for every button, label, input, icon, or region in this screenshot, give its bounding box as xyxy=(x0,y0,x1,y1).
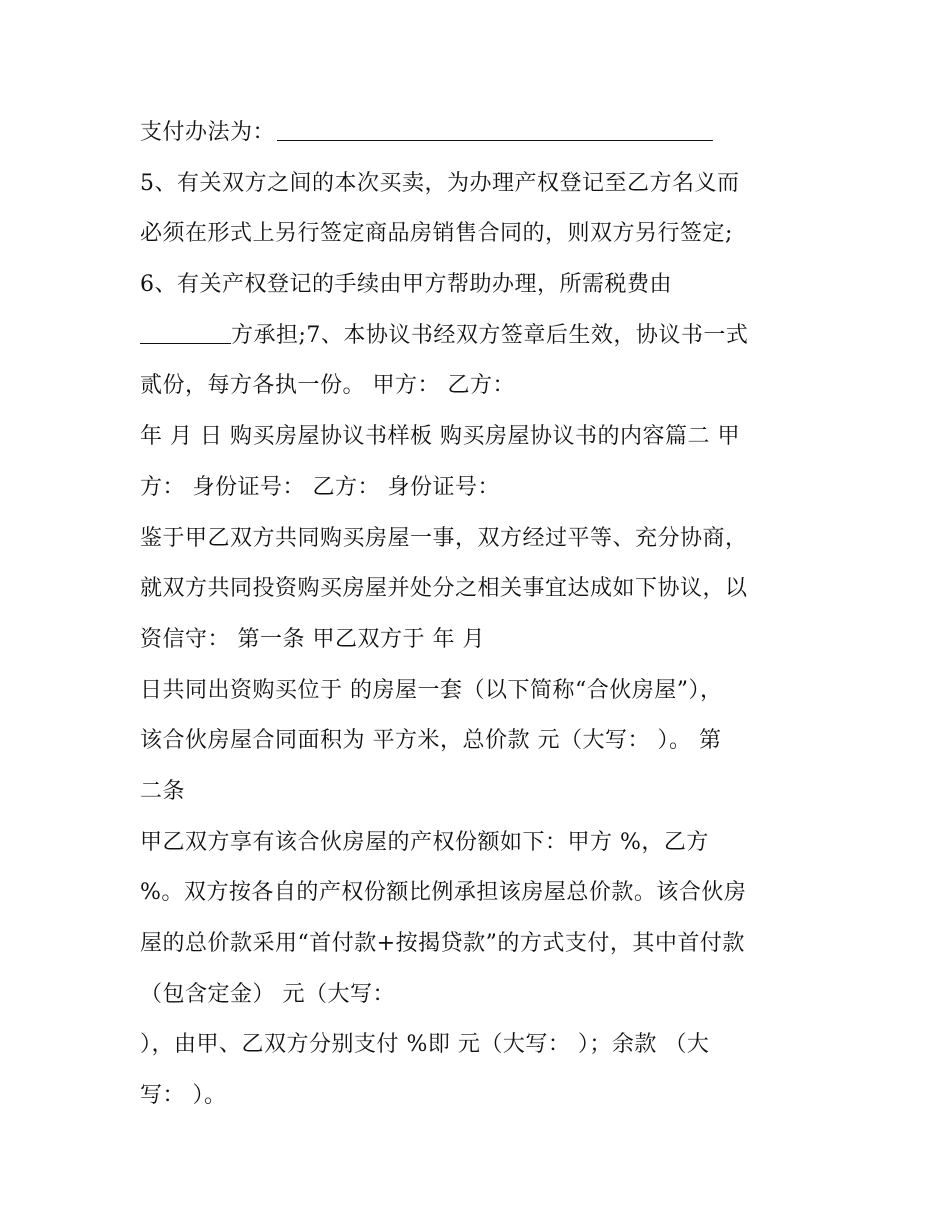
document-body xyxy=(140,108,820,1122)
fill-in-blank xyxy=(277,118,713,141)
text-line: 就双方共同投资购买房屋并处分之相关事宜达成如下协议，以 xyxy=(140,576,748,602)
text-line: 写： ）。 xyxy=(140,1083,227,1109)
text-line: 屋的总价款采用“首付款+按揭贷款”的方式支付，其中首付款 xyxy=(140,931,745,956)
text-line: 5、有关双方之间的本次买卖，为办理产权登记至乙方名义而 xyxy=(140,170,740,196)
text-line: 甲乙双方享有该合伙房屋的产权份额如下：甲方 %，乙方 xyxy=(140,829,709,855)
payment-method-label: 支付办法为： xyxy=(140,120,276,145)
text-line: ），由甲、乙双方分别支付 %即 元（大写： ）；余款 （大 xyxy=(140,1032,710,1058)
text-line: %。双方按各自的产权份额比例承担该房屋总价款。该合伙房 xyxy=(140,880,747,906)
text-line xyxy=(140,311,820,362)
text-line: 日共同出资购买位于 的房屋一套（以下简称“合伙房屋”）， xyxy=(140,677,723,703)
text-line: 年 月 日 购买房屋协议书样板 购买房屋协议书的内容篇二 甲 xyxy=(140,424,740,450)
tax-bearer-text: 方承担;7、本协议书经双方签章后生效，协议书一式 xyxy=(231,322,749,348)
text-line xyxy=(140,108,820,159)
fill-in-blank xyxy=(140,321,231,344)
text-line: 该合伙房屋合同面积为 平方米，总价款 元（大写： ）。 第 xyxy=(140,728,722,754)
text-line: 6、有关产权登记的手续由甲方帮助办理，所需税费由 xyxy=(140,272,672,298)
text-line: 二条 xyxy=(140,778,186,804)
text-line: 资信守： 第一条 甲乙双方于 年 月 xyxy=(140,626,485,652)
text-line: 必须在形式上另行签定商品房销售合同的，则双方另行签定; xyxy=(140,221,733,247)
text-line: 贰份，每方各执一份。 甲方： 乙方： xyxy=(140,373,515,399)
text-line: 方： 身份证号： 乙方： 身份证号： xyxy=(140,474,500,500)
text-line: （包含定金） 元（大写： xyxy=(140,981,395,1007)
text-line: 鉴于甲乙双方共同购买房屋一事，双方经过平等、充分协商， xyxy=(140,525,748,551)
